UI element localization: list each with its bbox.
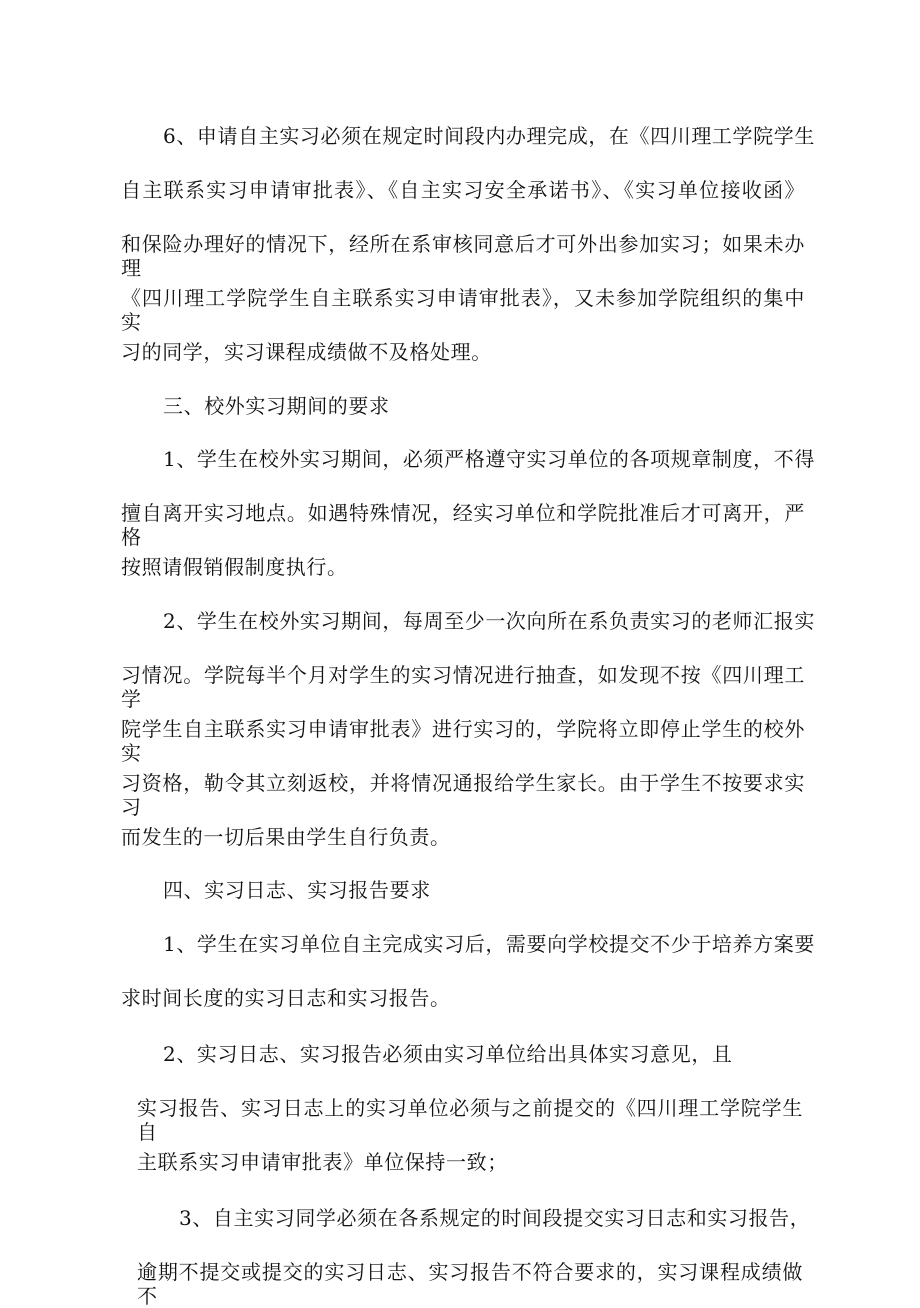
section-3-title: 三、校外实习期间的要求: [163, 394, 390, 418]
section-3-item-2-line-5: 而发生的一切后果由学生自行负责。: [121, 825, 451, 849]
section-4-item-1-line-2: 求时间长度的实习日志和实习报告。: [121, 986, 451, 1010]
section-3-item-1-line-1: 1、学生在校外实习期间，必须严格遵守实习单位的各项规章制度，不得: [163, 447, 815, 471]
section-4-item-2-line-3: 主联系实习申请审批表》单位保持一致；: [137, 1150, 508, 1174]
section-3-item-2-line-2: 习情况。学院每半个月对学生的实习情况进行抽查，如发现不按《四川理工学: [121, 663, 805, 711]
section-3-item-1-line-2: 擅自离开实习地点。如遇特殊情况，经实习单位和学院批准后才可离开，严格: [121, 501, 805, 549]
paragraph-6-line-5: 习的同学，实习课程成绩做不及格处理。: [121, 340, 492, 364]
section-3-item-2-line-4: 习资格，勒令其立刻返校，并将情况通报给学生家长。由于学生不按要求实习: [121, 771, 805, 819]
section-4-item-1-line-1: 1、学生在实习单位自主完成实习后，需要向学校提交不少于培养方案要: [163, 932, 815, 956]
paragraph-6-line-3: 和保险办理好的情况下，经所在系审核同意后才可外出参加实习；如果未办理: [121, 232, 805, 280]
paragraph-6-line-1: 6、申请自主实习必须在规定时间段内办理完成，在《四川理工学院学生: [163, 124, 815, 148]
section-3-item-2-line-3: 院学生自主联系实习申请审批表》进行实习的，学院将立即停止学生的校外实: [121, 717, 805, 765]
paragraph-6-line-2: 自主联系实习申请审批表》、《自主实习安全承诺书》、《实习单位接收函》: [121, 178, 805, 202]
paragraph-6-line-4: 《四川理工学院学生自主联系实习申请审批表》，又未参加学院组织的集中实: [121, 286, 805, 334]
section-4-title: 四、实习日志、实习报告要求: [163, 878, 431, 902]
section-4-item-3-line-1: 3、自主实习同学必须在各系规定的时间段提交实习日志和实习报告，: [179, 1206, 811, 1230]
section-3-item-1-line-3: 按照请假销假制度执行。: [121, 555, 348, 579]
section-4-item-2-line-2: 实习报告、实习日志上的实习单位必须与之前提交的《四川理工学院学生自: [137, 1096, 803, 1144]
section-4-item-3-line-2: 逾期不提交或提交的实习日志、实习报告不符合要求的，实习课程成绩做不: [137, 1260, 803, 1308]
section-3-item-2-line-1: 2、学生在校外实习期间，每周至少一次向所在系负责实习的老师汇报实: [163, 609, 815, 633]
section-4-item-2-line-1: 2、实习日志、实习报告必须由实习单位给出具体实习意见，且: [163, 1042, 733, 1066]
